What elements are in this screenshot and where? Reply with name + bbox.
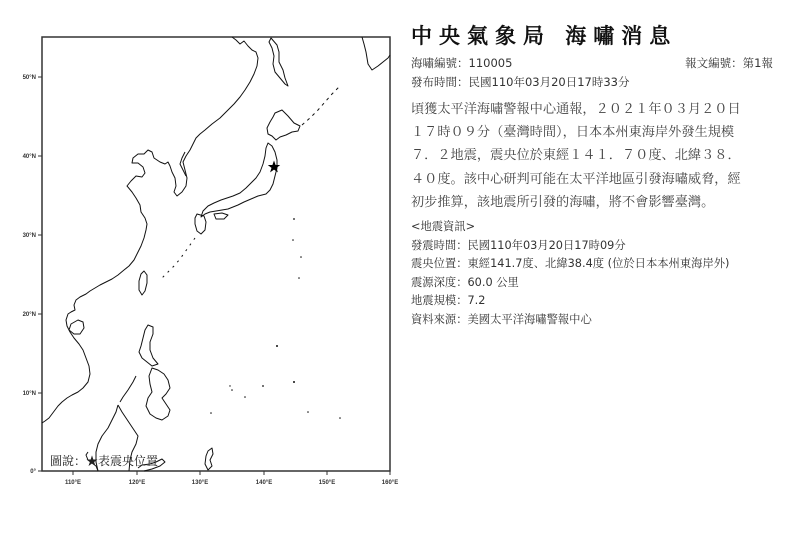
map-frame [42,37,390,471]
lon-tick-label: 150°E [318,480,336,486]
tsunami-number-label: 海嘯編號： [411,56,469,70]
report-number-value: 第1報 [742,56,773,70]
lat-tick-label: 20°N [22,312,36,318]
bulletin-line: 初步推算，該地震所引發的海嘯，將不會影響臺灣。 [411,194,715,210]
lat-tick-label: 40°N [22,154,36,160]
quake-info-row [411,274,791,293]
lon-tick-label: 140°E [255,480,273,486]
quake-info-row [411,311,791,330]
bulletin-text [411,98,783,214]
report-number-label: 報文編號： [685,56,743,70]
quake-info-heading: <地震資訊> [411,220,476,234]
info-label: 地震規模： [411,294,468,308]
issued-time-row [411,73,773,92]
bulletin-line: ７．２地震，震央位於東經１４１．７０度、北緯３８． [411,148,741,164]
tsunami-number [411,54,512,73]
quake-info [411,218,791,330]
info-label: 震源深度： [411,275,468,289]
tsunami-map [0,0,410,500]
quake-info-row [411,255,791,274]
lat-tick-label: 30°N [22,233,36,239]
lon-tick-label: 130°E [191,480,209,486]
quake-info-row [411,237,791,256]
lon-tick-label: 110°E [64,480,82,486]
info-value: 60.0 公里 [467,275,519,289]
info-value: 東經141.7度、北緯38.4度 (位於日本本州東海岸外) [467,257,730,271]
info-value: 民國110年03月20日17時09分 [467,238,626,252]
page-title: 中央氣象局 海嘯消息 [411,23,678,48]
issued-time-label: 發布時間： [411,75,469,89]
latitude-axis [23,75,42,475]
map-legend: 圖說：★表震央位置 [50,454,159,468]
info-label: 震央位置： [411,257,468,271]
info-label: 資料來源： [411,312,468,326]
lat-tick-label: 10°N [22,391,36,397]
info-value: 美國太平洋海嘯警報中心 [467,312,592,326]
issued-time-value: 民國110年03月20日17時33分 [468,75,630,89]
quake-info-row [411,292,791,311]
lat-tick-label: 50°N [22,75,36,81]
info-value: 7.2 [467,294,486,308]
bulletin-line: ４０度。該中心研判可能在太平洋地區引發海嘯威脅，經 [411,171,741,187]
bulletin-line: 頃獲太平洋海嘯警報中心通報，２０２１年０３月２０日 [411,102,741,117]
bulletin-numbers [411,54,773,73]
info-label: 發震時間： [411,238,468,252]
lon-tick-label: 160°E [381,480,399,486]
lon-tick-label: 120°E [128,480,146,486]
bulletin-panel [411,22,791,330]
bulletin-line: １７時０９分（臺灣時間），日本本州東海岸外發生規模 [411,125,735,141]
longitude-axis [65,471,398,486]
report-number [685,54,773,73]
tsunami-number-value: 110005 [468,56,513,70]
lat-tick-label: 0° [30,469,36,475]
